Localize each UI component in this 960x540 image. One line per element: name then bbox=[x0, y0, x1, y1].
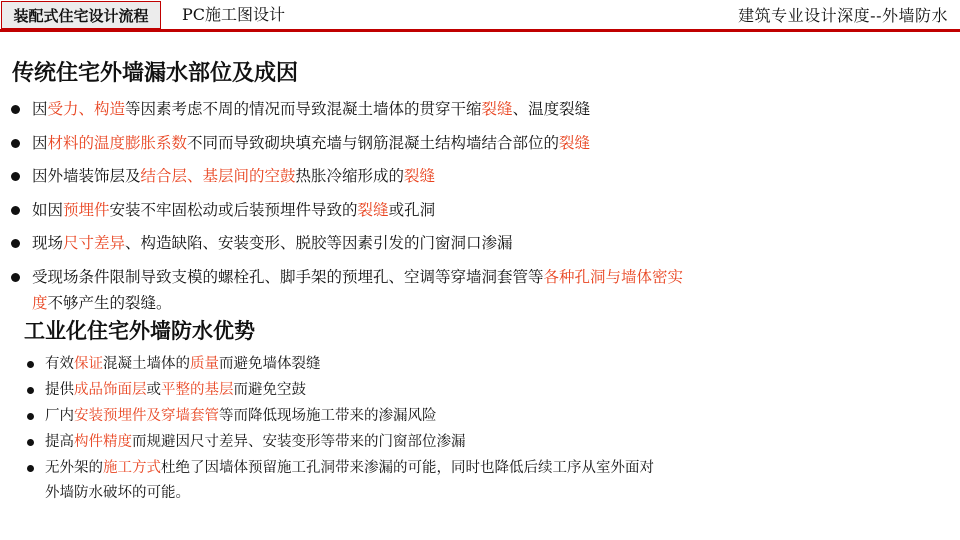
list-item-text: 、温度裂缝 bbox=[512, 100, 591, 118]
list-item-text: 杜绝了因墙体预留施工孔洞带来渗漏的可能，同时也降低后续工序从室外面对外墙防水破坏的可能。 bbox=[45, 460, 654, 501]
list-item-text: 热胀冷缩形成的 bbox=[295, 167, 405, 185]
list-item-text: 现场 bbox=[32, 234, 64, 252]
list-item-text: 或孔洞 bbox=[388, 200, 436, 219]
list-item-text: 、构造缺陷、安装变形、脱胶等因素引发的门窗洞口渗漏 bbox=[125, 234, 513, 252]
list-item-text: 而规避因尺寸差异、安装变形等带来的门窗部位渗漏 bbox=[132, 434, 466, 450]
list-item bbox=[26, 378, 666, 403]
highlight-text: 质量 bbox=[190, 356, 219, 372]
list-item-text: 或 bbox=[146, 382, 161, 398]
industrial-advantages-list bbox=[26, 352, 666, 507]
list-item-text: 提供 bbox=[45, 382, 74, 398]
highlight-text: 预埋件 bbox=[63, 200, 110, 219]
header-divider bbox=[0, 29, 960, 32]
header-bar bbox=[0, 0, 960, 32]
section-title-industrial-advantages: 工业化住宅外墙防水优势 bbox=[24, 319, 255, 343]
list-item bbox=[26, 430, 666, 455]
highlight-text: 结合层、基层间的空鼓 bbox=[140, 167, 296, 185]
list-item-text: 混凝土墙体的 bbox=[103, 356, 190, 372]
list-item-text: 因 bbox=[32, 100, 48, 118]
highlight-text: 构件精度 bbox=[74, 434, 132, 450]
highlight-text: 成品饰面层 bbox=[74, 382, 147, 398]
list-item bbox=[10, 96, 690, 122]
list-item bbox=[26, 352, 666, 377]
bullet-icon bbox=[11, 273, 20, 282]
list-item-text: 安装不牢固松动或后装预埋件导致的 bbox=[109, 200, 358, 219]
list-item-text: 而避免墙体裂缝 bbox=[219, 356, 321, 372]
tab-assembly-design-process[interactable]: 装配式住宅设计流程 bbox=[1, 1, 161, 29]
list-item-text: 提高 bbox=[45, 434, 74, 450]
traditional-leakage-list bbox=[10, 96, 690, 323]
list-item bbox=[10, 197, 690, 223]
bullet-icon bbox=[27, 439, 34, 446]
highlight-text: 裂缝 bbox=[481, 100, 513, 118]
highlight-text: 裂缝 bbox=[357, 200, 389, 219]
list-item-text: 等因素考虑不周的情况而导致混凝土墙体的贯穿干缩 bbox=[125, 100, 482, 118]
list-item-text: 因 bbox=[32, 133, 48, 152]
bullet-icon bbox=[27, 413, 34, 420]
list-item bbox=[10, 264, 690, 316]
list-item-text: 如因 bbox=[32, 200, 64, 219]
list-item-text: 因外墙装饰层及 bbox=[32, 167, 141, 185]
list-item-text: 受现场条件限制导致支模的螺栓孔、脚手架的预埋孔、空调等穿墙洞套管等 bbox=[32, 267, 544, 286]
highlight-text: 材料的温度膨胀系数 bbox=[47, 133, 188, 152]
bullet-icon bbox=[11, 206, 20, 215]
list-item bbox=[10, 163, 690, 189]
list-item-text: 无外架的 bbox=[45, 460, 103, 476]
highlight-text: 受力、构造 bbox=[47, 100, 126, 118]
document-title: 建筑专业设计深度--外墙防水 bbox=[738, 6, 948, 25]
list-item bbox=[26, 404, 666, 429]
highlight-text: 施工方式 bbox=[103, 460, 161, 476]
tab-pc-drawing-design[interactable]: PC施工图设计 bbox=[182, 5, 286, 24]
list-item-text: 厂内 bbox=[45, 408, 74, 424]
bullet-icon bbox=[27, 387, 34, 394]
list-item-text: 而避免空鼓 bbox=[233, 382, 306, 398]
bullet-icon bbox=[27, 465, 34, 472]
highlight-text: 裂缝 bbox=[404, 167, 436, 185]
list-item-text: 等而降低现场施工带来的渗漏风险 bbox=[219, 408, 437, 424]
highlight-text: 裂缝 bbox=[559, 133, 591, 152]
list-item bbox=[10, 230, 690, 256]
highlight-text: 尺寸差异 bbox=[63, 234, 126, 252]
list-item-text: 不同而导致砌块填充墙与钢筋混凝土结构墙结合部位的 bbox=[187, 133, 560, 152]
list-item bbox=[10, 130, 690, 156]
list-item-text: 不够产生的裂缝。 bbox=[47, 293, 172, 312]
section-title-traditional-leakage: 传统住宅外墙漏水部位及成因 bbox=[12, 61, 299, 86]
bullet-icon bbox=[27, 361, 34, 368]
bullet-icon bbox=[11, 139, 20, 148]
highlight-text: 保证 bbox=[74, 356, 103, 372]
highlight-text: 安装预埋件及穿墙套管 bbox=[74, 408, 219, 424]
highlight-text: 各种孔洞与墙体密实度 bbox=[32, 267, 684, 312]
highlight-text: 平整的基层 bbox=[161, 382, 234, 398]
bullet-icon bbox=[11, 105, 20, 114]
bullet-icon bbox=[11, 239, 20, 248]
bullet-icon bbox=[11, 172, 20, 181]
list-item-text: 有效 bbox=[45, 356, 74, 372]
list-item bbox=[26, 456, 666, 506]
